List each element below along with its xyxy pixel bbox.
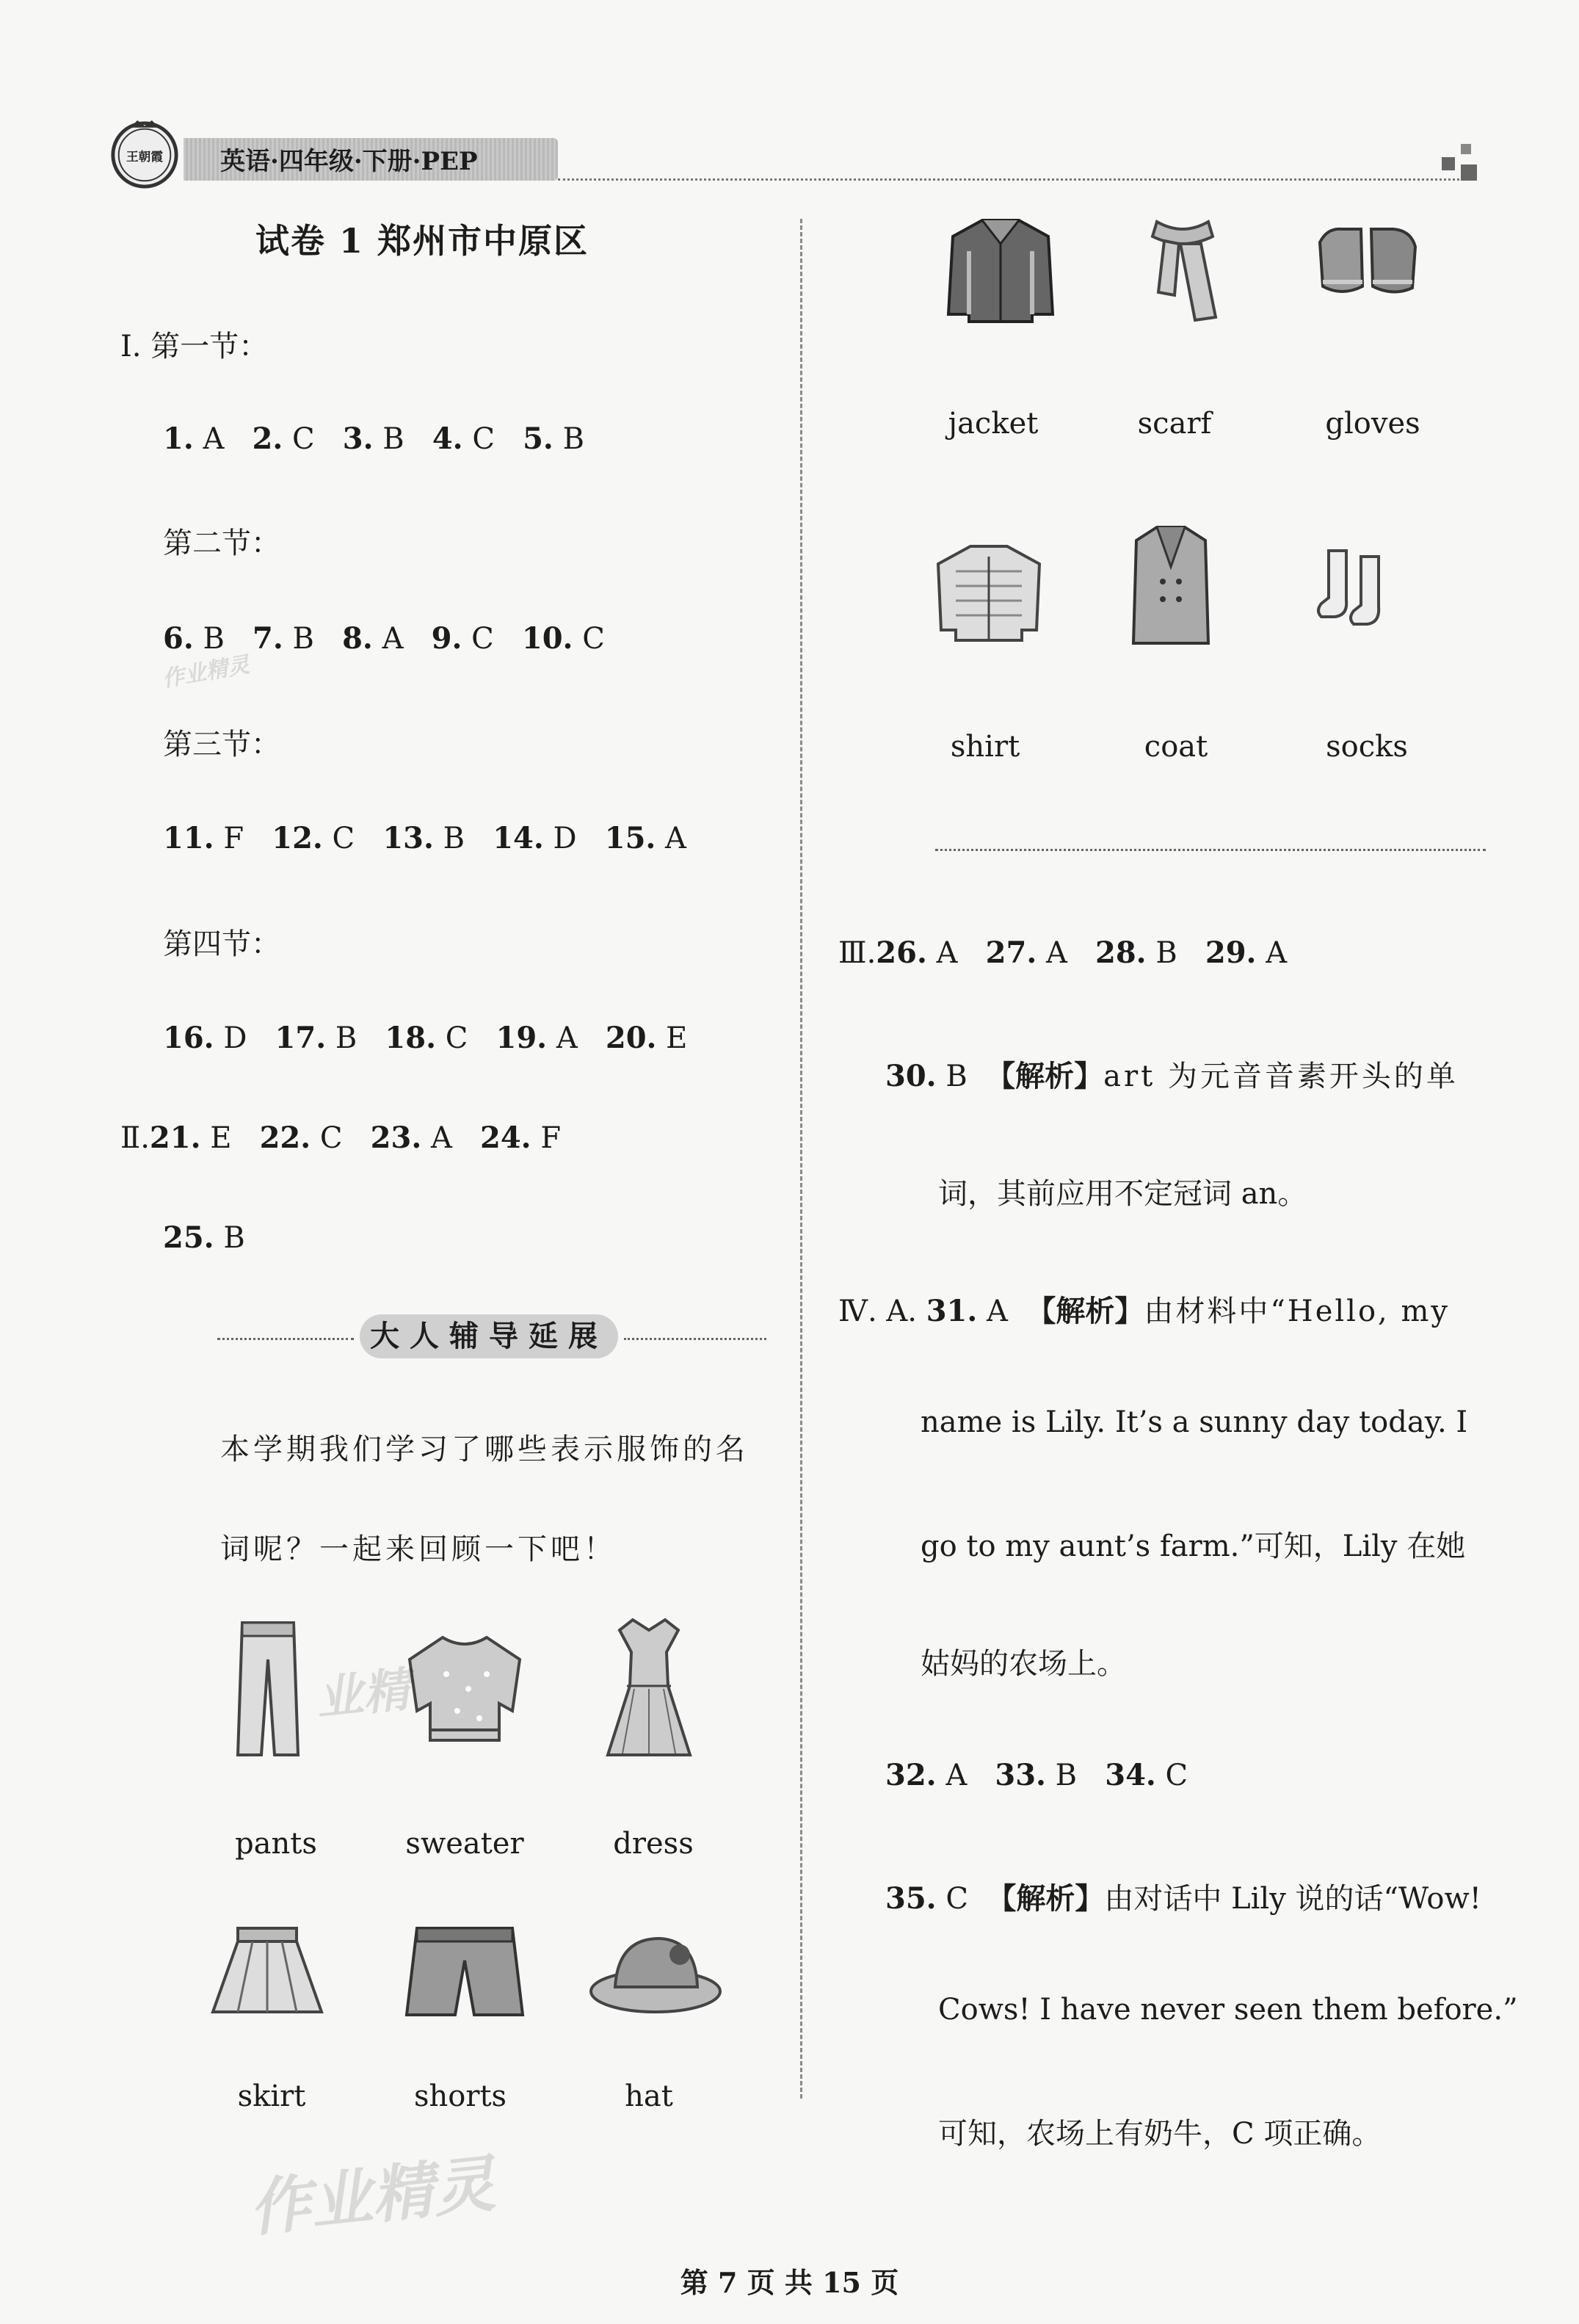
- book-title: 英语·四年级·下册·PEP: [220, 147, 478, 176]
- scarf-icon: [1142, 214, 1223, 325]
- skirt-icon: [208, 1924, 326, 2019]
- paper-title: 试卷 1 郑州市中原区: [255, 221, 589, 261]
- banner-rule-left: [217, 1338, 354, 1340]
- q31-line-2: name is Lily. It’s a sunny day today. I: [921, 1405, 1468, 1439]
- q35-line-2: Cows! I have never seen them before.”: [938, 1993, 1518, 2027]
- part-ii-last-answer: 25. B: [163, 1220, 245, 1255]
- caption-pants: pants: [235, 1827, 317, 1861]
- watermark: 业精: [313, 1662, 413, 1727]
- page-number: 第 7 页 共 15 页: [680, 2266, 899, 2299]
- section-4-heading: 第四节：: [163, 927, 280, 961]
- tutoring-banner: 大人辅导延展: [360, 1314, 618, 1358]
- section-3-heading: 第三节：: [163, 728, 280, 761]
- sweater-icon: [402, 1630, 527, 1748]
- corner-square-icon: [1461, 144, 1471, 154]
- hat-icon: [586, 1928, 725, 2016]
- caption-shorts: shorts: [413, 2079, 507, 2113]
- corner-square-icon: [1461, 164, 1477, 181]
- section-4-answers: 16. D 17. B 18. C 19. A 20. E: [163, 1021, 688, 1055]
- caption-jacket: jacket: [948, 407, 1039, 441]
- jacket-icon: [945, 214, 1056, 325]
- dress-icon: [605, 1615, 693, 1762]
- caption-dress: dress: [613, 1827, 694, 1861]
- shorts-icon: [402, 1924, 527, 2019]
- shirt-icon: [934, 542, 1044, 645]
- publisher-logo-icon: [109, 117, 181, 189]
- section-2-answers: 6. B 7. B 8. A 9. C 10. C: [163, 621, 605, 656]
- corner-square-icon: [1442, 157, 1455, 170]
- column-divider: [800, 219, 802, 2099]
- caption-skirt: skirt: [237, 2079, 306, 2113]
- gloves-icon: [1313, 220, 1423, 308]
- pants-icon: [228, 1615, 308, 1762]
- section-2-heading: 第二节：: [163, 526, 280, 560]
- q32-34-answers: 32. A 33. B 34. C: [885, 1758, 1188, 1792]
- caption-coat: coat: [1144, 730, 1208, 764]
- q30-line-2: 词，其前应用不定冠词 an。: [938, 1177, 1307, 1211]
- q31-line-4: 姑妈的农场上。: [921, 1647, 1126, 1681]
- logo-text: 王朝霞: [126, 149, 163, 164]
- socks-icon: [1314, 546, 1402, 634]
- part-iii-answers: Ⅲ.26. A 27. A 28. B 29. A: [838, 935, 1288, 970]
- caption-hat: hat: [625, 2079, 673, 2113]
- section-1-heading: Ⅰ. 第一节：: [120, 330, 269, 363]
- intro-line-1: 本学期我们学习了哪些表示服饰的名: [220, 1433, 749, 1466]
- intro-line-2: 词呢？一起来回顾一下吧！: [220, 1532, 617, 1566]
- section-1-answers: 1. A 2. C 3. B 4. C 5. B: [163, 421, 584, 456]
- right-section-rule: [935, 849, 1486, 851]
- q31-line-1: Ⅳ. A. 31. A 【解析】由材料中“Hello, my: [838, 1294, 1450, 1328]
- caption-socks: socks: [1326, 730, 1408, 764]
- section-3-answers: 11. F 12. C 13. B 14. D 15. A: [163, 821, 686, 855]
- caption-shirt: shirt: [950, 730, 1020, 764]
- coat-icon: [1130, 523, 1211, 648]
- caption-gloves: gloves: [1325, 407, 1420, 441]
- banner-rule-right: [624, 1338, 766, 1340]
- part-ii-answers: Ⅱ.21. E 22. C 23. A 24. F: [120, 1121, 562, 1155]
- watermark: 作业精灵: [245, 2146, 498, 2245]
- caption-scarf: scarf: [1137, 407, 1212, 441]
- q31-line-3: go to my aunt’s farm.”可知，Lily 在她: [921, 1530, 1466, 1563]
- header-rule: [558, 178, 1468, 181]
- q30-line-1: 30. B 【解析】art 为元音音素开头的单: [885, 1059, 1459, 1093]
- watermark: 作业精灵: [160, 651, 252, 693]
- caption-sweater: sweater: [405, 1827, 524, 1861]
- q35-line-3: 可知，农场上有奶牛，C 项正确。: [938, 2117, 1382, 2151]
- q35-line-1: 35. C 【解析】由对话中 Lily 说的话“Wow!: [885, 1881, 1481, 1916]
